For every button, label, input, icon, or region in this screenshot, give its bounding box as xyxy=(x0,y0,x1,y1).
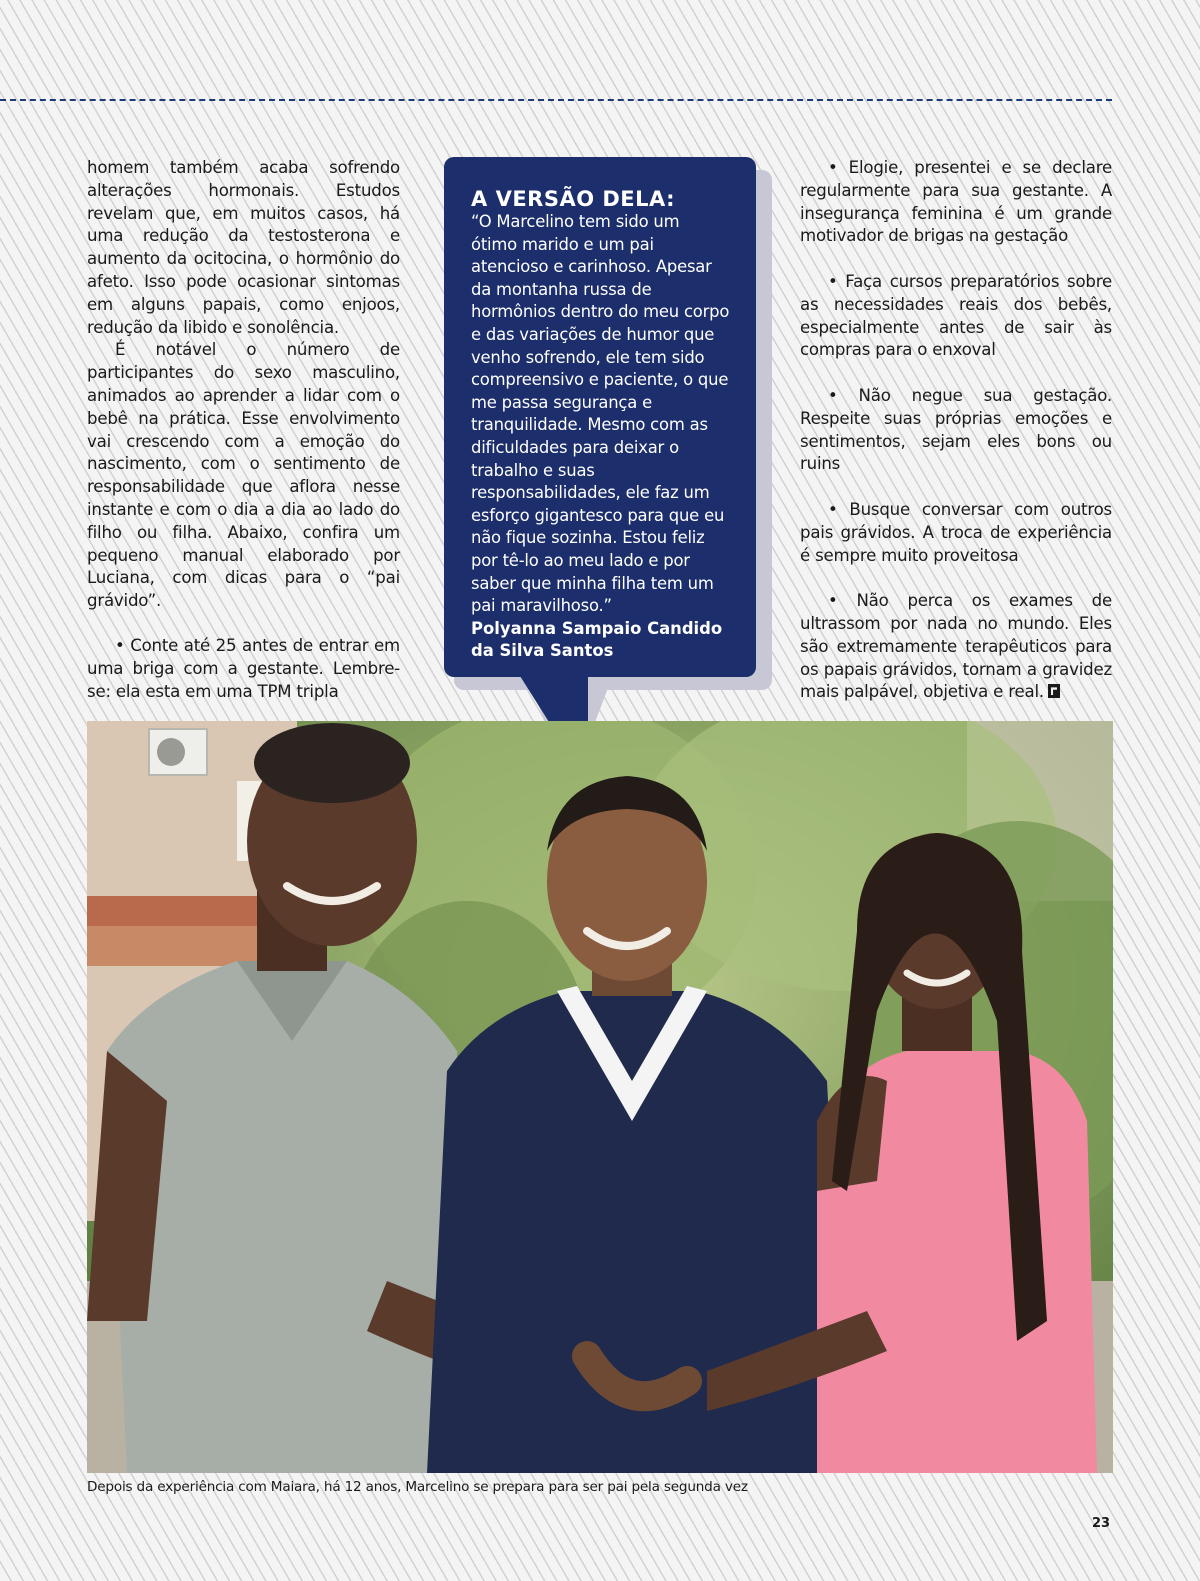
tip-item-5: • Busque conversar com outros pais grávidos. A troca de experiência é sempre muito proveitosa xyxy=(800,499,1112,565)
tip-item-6 xyxy=(800,590,1112,704)
top-dashed-rule xyxy=(0,99,1112,101)
sidebar-title: A VERSÃO DELA: xyxy=(471,187,676,211)
tip-item-4: • Não negue sua gestação. Respeite suas próprias emoções e sentimentos, sejam eles bons ou ruins xyxy=(800,385,1112,474)
body-paragraph-2: É notável o número de participantes do sexo masculino, animados ao aprender a lidar com o bebê na prática. Esse envolvimento vai crescendo com a emoção do nascimento, com o sentimento de responsabilidade que aflora nesse instante e com o dia a dia ao lado do filho ou filha. Abaixo, confira um pequeno manual elaborado por Luciana, com dicas para o “pai grávido”. xyxy=(87,340,400,611)
sidebar-author: Polyanna Sampaio Candido da Silva Santos xyxy=(471,618,723,661)
tip-item-6-text: • Não perca os exames de ultrassom por nada no mundo. Eles são extremamente terapêuticos para os papais grávidos, tornam a gravidez mais palpável, objetiva e real. xyxy=(800,591,1112,702)
left-text-column xyxy=(87,157,400,703)
body-paragraph-1: homem também acaba sofrendo alterações hormonais. Estudos revelam que, em muitos casos, há uma redução da testosterona e aumento da ocitocina, o hormônio do afeto. Isso pode ocasionar sintomas em alguns papais, como enjoos, redução da libido e sonolência. xyxy=(87,158,400,337)
article-end-icon xyxy=(1048,684,1060,698)
right-text-column xyxy=(800,157,1112,704)
photo-caption: Depois da experiência com Maiara, há 12 anos, Marcelino se prepara para ser pai pela segunda vez xyxy=(87,1479,748,1495)
sidebar-quote: “O Marcelino tem sido um ótimo marido e um pai atencioso e carinhoso. Apesar da montanha russa de hormônios dentro do meu corpo e das variações de humor que venho sofrendo, ele tem sido compreensivo e paciente, o que me passa segurança e tranquilidade. Mesmo com as dificuldades para deixar o trabalho e suas responsabilidades, ele faz um esforço gigantesco para que eu não fique sozinha. Estou feliz por tê-lo ao meu lado e por saber que minha filha tem um pai maravilhoso.” xyxy=(471,212,730,616)
quote-sidebar-box xyxy=(444,157,756,677)
page-number: 23 xyxy=(1092,1516,1111,1531)
tip-item-1: • Conte até 25 antes de entrar em uma briga com a gestante. Lembre-se: ela esta em uma TPM tripla xyxy=(87,635,400,701)
tip-item-2: • Elogie, presentei e se declare regularmente para sua gestante. A insegurança feminina é um grande motivador de brigas na gestação xyxy=(800,158,1112,246)
family-photo xyxy=(87,721,1113,1473)
tip-item-3: • Faça cursos preparatórios sobre as necessidades reais dos bebês, especialmente antes de sair às compras para o enxoval xyxy=(800,271,1112,360)
